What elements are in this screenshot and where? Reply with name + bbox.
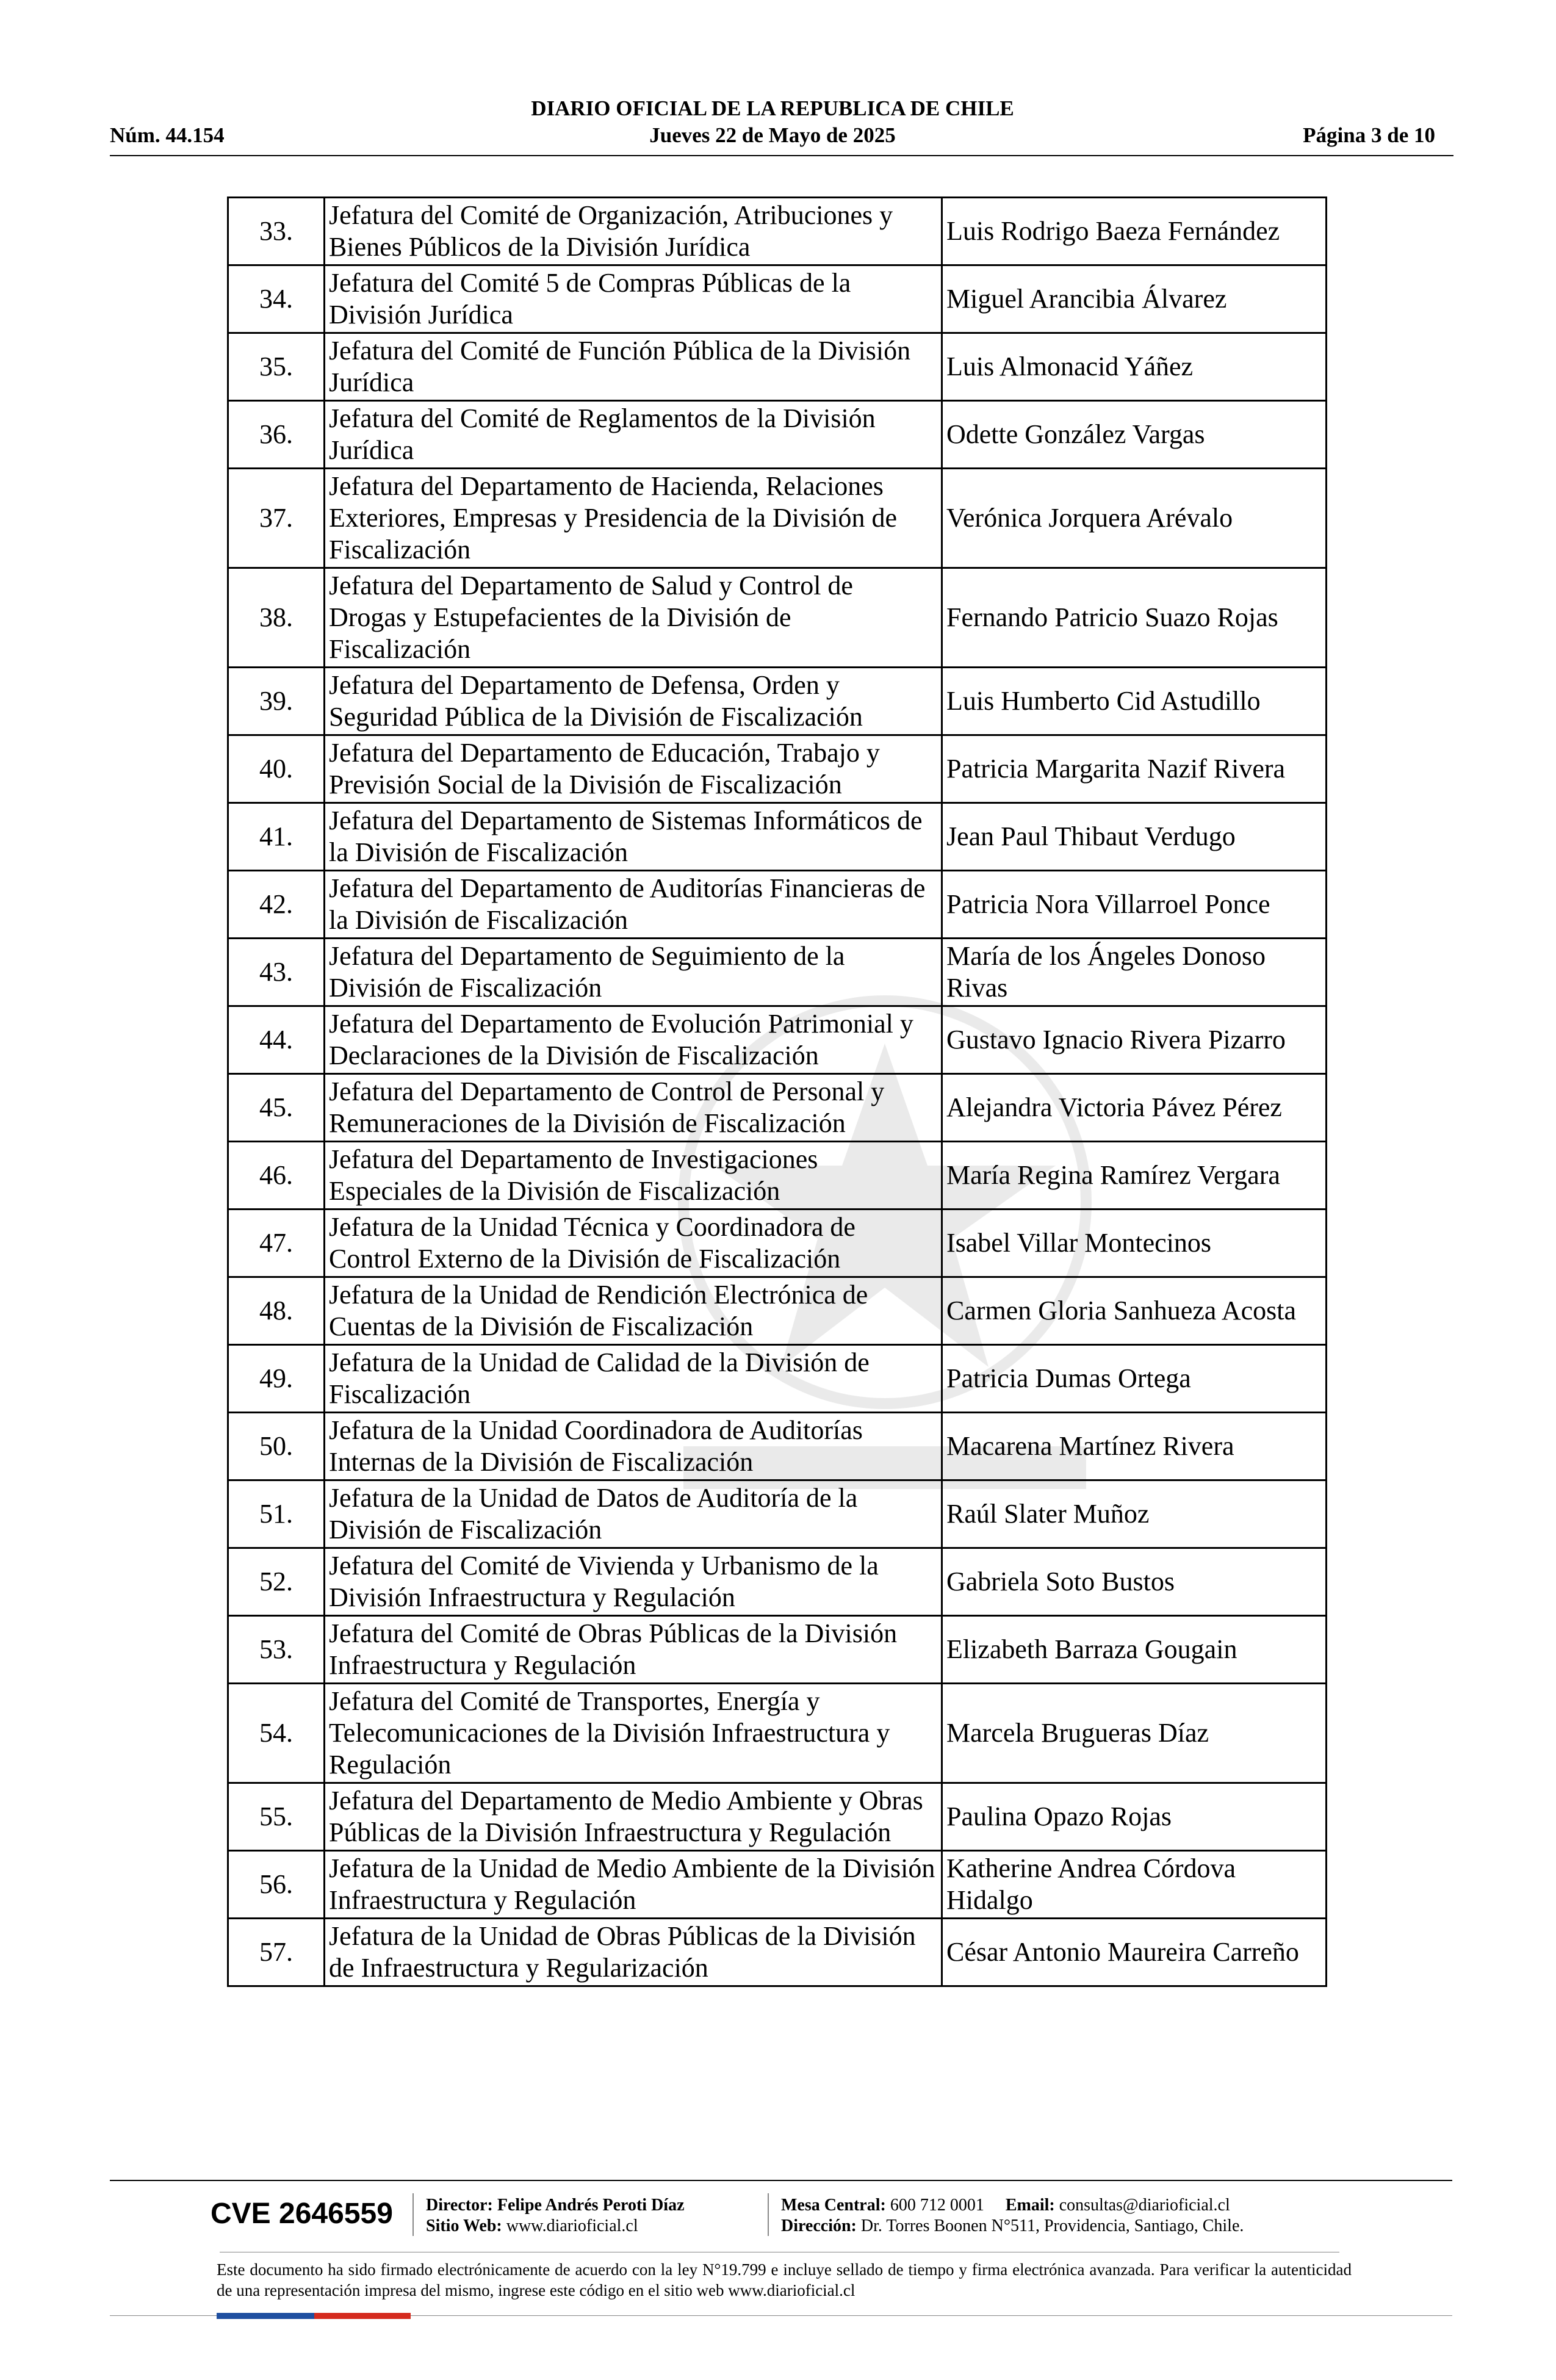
site-link[interactable]: www.diarioficial.cl [506, 2216, 638, 2235]
row-number: 50. [228, 1413, 325, 1480]
cve-code: CVE 2646559 [211, 2198, 393, 2230]
appointee-name: Fernando Patricio Suazo Rojas [942, 568, 1327, 668]
appointee-name: Miguel Arancibia Álvarez [942, 265, 1327, 333]
appointee-name: Luis Rodrigo Baeza Fernández [942, 198, 1327, 265]
appointee-name: Gabriela Soto Bustos [942, 1548, 1327, 1616]
issue-date: Jueves 22 de Mayo de 2025 [649, 123, 896, 147]
appointee-name: Jean Paul Thibaut Verdugo [942, 803, 1327, 871]
table-row [228, 1413, 1327, 1480]
footer-separator [412, 2193, 414, 2236]
position-title: Jefatura del Comité de Vivienda y Urbanismo de la División Infraestructura y Regulación [325, 1548, 942, 1616]
email-link[interactable]: consultas@diarioficial.cl [1059, 2196, 1230, 2215]
address-line: Dirección: Dr. Torres Boonen N°511, Providencia, Santiago, Chile. [781, 2216, 1244, 2235]
position-title: Jefatura de la Unidad Coordinadora de Auditorías Internas de la División de Fiscalización [325, 1413, 942, 1480]
position-title: Jefatura del Departamento de Control de Personal y Remuneraciones de la División de Fiscalización [325, 1074, 942, 1142]
row-number: 35. [228, 333, 325, 401]
row-number: 47. [228, 1210, 325, 1277]
contact-line: Mesa Central: 600 712 0001 Email: consultas@diarioficial.cl [781, 2196, 1230, 2215]
footer-divider [110, 2180, 1452, 2181]
table-row [228, 265, 1327, 333]
row-number: 41. [228, 803, 325, 871]
table-row [228, 939, 1327, 1006]
row-number: 36. [228, 401, 325, 469]
table-row [228, 401, 1327, 469]
flag-red-segment [314, 2313, 411, 2319]
appointee-name: Katherine Andrea Córdova Hidalgo [942, 1851, 1327, 1919]
table-row [228, 469, 1327, 568]
position-title: Jefatura del Departamento de Educación, Trabajo y Previsión Social de la División de Fiscalización [325, 735, 942, 803]
signature-notice: Este documento ha sido firmado electrónicamente de acuerdo con la ley N°19.799 e incluye sellado de tiempo y firma electrónica avanzada. Para verificar la autenticidad de una representación impresa del mismo, ingrese este código en el sitio web www.diarioficial.cl [217, 2260, 1352, 2299]
position-title: Jefatura del Departamento de Medio Ambiente y Obras Públicas de la División Infraestructura y Regulación [325, 1783, 942, 1851]
table-row [228, 1345, 1327, 1413]
page-header [110, 92, 1435, 159]
row-number: 56. [228, 1851, 325, 1919]
table-row [228, 1277, 1327, 1345]
row-number: 55. [228, 1783, 325, 1851]
appointee-name: Raúl Slater Muñoz [942, 1480, 1327, 1548]
position-title: Jefatura del Departamento de Sistemas Informáticos de la División de Fiscalización [325, 803, 942, 871]
position-title: Jefatura del Departamento de Defensa, Orden y Seguridad Pública de la División de Fiscalización [325, 668, 942, 735]
position-title: Jefatura de la Unidad de Calidad de la División de Fiscalización [325, 1345, 942, 1413]
appointee-name: María Regina Ramírez Vergara [942, 1142, 1327, 1210]
row-number: 44. [228, 1006, 325, 1074]
row-number: 45. [228, 1074, 325, 1142]
position-title: Jefatura de la Unidad Técnica y Coordinadora de Control Externo de la División de Fiscalización [325, 1210, 942, 1277]
header-divider [110, 155, 1453, 156]
table-row [228, 1142, 1327, 1210]
table-row [228, 198, 1327, 265]
appointee-name: Patricia Nora Villarroel Ponce [942, 871, 1327, 939]
table-row [228, 1851, 1327, 1919]
row-number: 42. [228, 871, 325, 939]
address-text: Dr. Torres Boonen N°511, Providencia, Santiago, Chile. [860, 2216, 1244, 2235]
row-number: 39. [228, 668, 325, 735]
director-line: Director: Felipe Andrés Peroti Díaz [426, 2196, 685, 2215]
position-title: Jefatura del Comité de Organización, Atribuciones y Bienes Públicos de la División Jurídica [325, 198, 942, 265]
page-footer [110, 2180, 1452, 2339]
appointee-name: Patricia Margarita Nazif Rivera [942, 735, 1327, 803]
table-row [228, 333, 1327, 401]
table-row [228, 1919, 1327, 1986]
appointee-name: Alejandra Victoria Pávez Pérez [942, 1074, 1327, 1142]
table-row [228, 1548, 1327, 1616]
appointee-name: César Antonio Maureira Carreño [942, 1919, 1327, 1986]
table-row [228, 1074, 1327, 1142]
row-number: 53. [228, 1616, 325, 1684]
position-title: Jefatura del Departamento de Auditorías Financieras de la División de Fiscalización [325, 871, 942, 939]
position-title: Jefatura de la Unidad de Rendición Electrónica de Cuentas de la División de Fiscalización [325, 1277, 942, 1345]
table-row [228, 1210, 1327, 1277]
flag-blue-segment [217, 2313, 314, 2319]
position-title: Jefatura del Departamento de Hacienda, Relaciones Exteriores, Empresas y Presidencia de la División de Fiscalización [325, 469, 942, 568]
position-title: Jefatura del Departamento de Salud y Control de Drogas y Estupefacientes de la División de Fiscalización [325, 568, 942, 668]
appointments-table [227, 197, 1327, 1987]
appointee-name: Verónica Jorquera Arévalo [942, 469, 1327, 568]
row-number: 52. [228, 1548, 325, 1616]
row-number: 37. [228, 469, 325, 568]
appointee-name: Elizabeth Barraza Gougain [942, 1616, 1327, 1684]
position-title: Jefatura del Departamento de Seguimiento de la División de Fiscalización [325, 939, 942, 1006]
row-number: 49. [228, 1345, 325, 1413]
appointee-name: Marcela Brugueras Díaz [942, 1684, 1327, 1783]
row-number: 34. [228, 265, 325, 333]
appointee-name: Paulina Opazo Rojas [942, 1783, 1327, 1851]
table-row [228, 1616, 1327, 1684]
footer-separator [768, 2193, 769, 2236]
appointee-name: Odette González Vargas [942, 401, 1327, 469]
row-number: 54. [228, 1684, 325, 1783]
position-title: Jefatura de la Unidad de Datos de Auditoría de la División de Fiscalización [325, 1480, 942, 1548]
position-title: Jefatura del Departamento de Investigaciones Especiales de la División de Fiscalización [325, 1142, 942, 1210]
row-number: 38. [228, 568, 325, 668]
row-number: 43. [228, 939, 325, 1006]
appointee-name: Carmen Gloria Sanhueza Acosta [942, 1277, 1327, 1345]
appointee-name: Patricia Dumas Ortega [942, 1345, 1327, 1413]
position-title: Jefatura del Comité de Reglamentos de la División Jurídica [325, 401, 942, 469]
position-title: Jefatura del Comité de Transportes, Energía y Telecomunicaciones de la División Infraestructura y Regulación [325, 1684, 942, 1783]
position-title: Jefatura de la Unidad de Medio Ambiente de la División Infraestructura y Regulación [325, 1851, 942, 1919]
row-number: 46. [228, 1142, 325, 1210]
table-row [228, 1006, 1327, 1074]
row-number: 40. [228, 735, 325, 803]
appointee-name: Gustavo Ignacio Rivera Pizarro [942, 1006, 1327, 1074]
flag-stripe [217, 2313, 411, 2319]
table-row [228, 871, 1327, 939]
page-number: Página 3 de 10 [1303, 123, 1435, 147]
appointee-name: Luis Almonacid Yáñez [942, 333, 1327, 401]
row-number: 51. [228, 1480, 325, 1548]
table-row [228, 1684, 1327, 1783]
table-row [228, 803, 1327, 871]
appointee-name: María de los Ángeles Donoso Rivas [942, 939, 1327, 1006]
table-row [228, 1783, 1327, 1851]
site-line: Sitio Web: www.diarioficial.cl [426, 2216, 638, 2235]
position-title: Jefatura de la Unidad de Obras Públicas de la División de Infraestructura y Regularización [325, 1919, 942, 1986]
position-title: Jefatura del Comité de Función Pública de la División Jurídica [325, 333, 942, 401]
issue-number: Núm. 44.154 [110, 123, 225, 147]
position-title: Jefatura del Departamento de Evolución Patrimonial y Declaraciones de la División de Fiscalización [325, 1006, 942, 1074]
newspaper-title: DIARIO OFICIAL DE LA REPUBLICA DE CHILE [531, 96, 1014, 120]
table-row [228, 735, 1327, 803]
appointee-name: Isabel Villar Montecinos [942, 1210, 1327, 1277]
table-row [228, 1480, 1327, 1548]
phone-number: 600 712 0001 [890, 2196, 984, 2215]
position-title: Jefatura del Comité 5 de Compras Públicas de la División Jurídica [325, 265, 942, 333]
appointee-name: Macarena Martínez Rivera [942, 1413, 1327, 1480]
appointee-name: Luis Humberto Cid Astudillo [942, 668, 1327, 735]
position-title: Jefatura del Comité de Obras Públicas de la División Infraestructura y Regulación [325, 1616, 942, 1684]
table-row [228, 568, 1327, 668]
director-name: Felipe Andrés Peroti Díaz [497, 2196, 685, 2215]
row-number: 33. [228, 198, 325, 265]
table-row [228, 668, 1327, 735]
row-number: 57. [228, 1919, 325, 1986]
row-number: 48. [228, 1277, 325, 1345]
